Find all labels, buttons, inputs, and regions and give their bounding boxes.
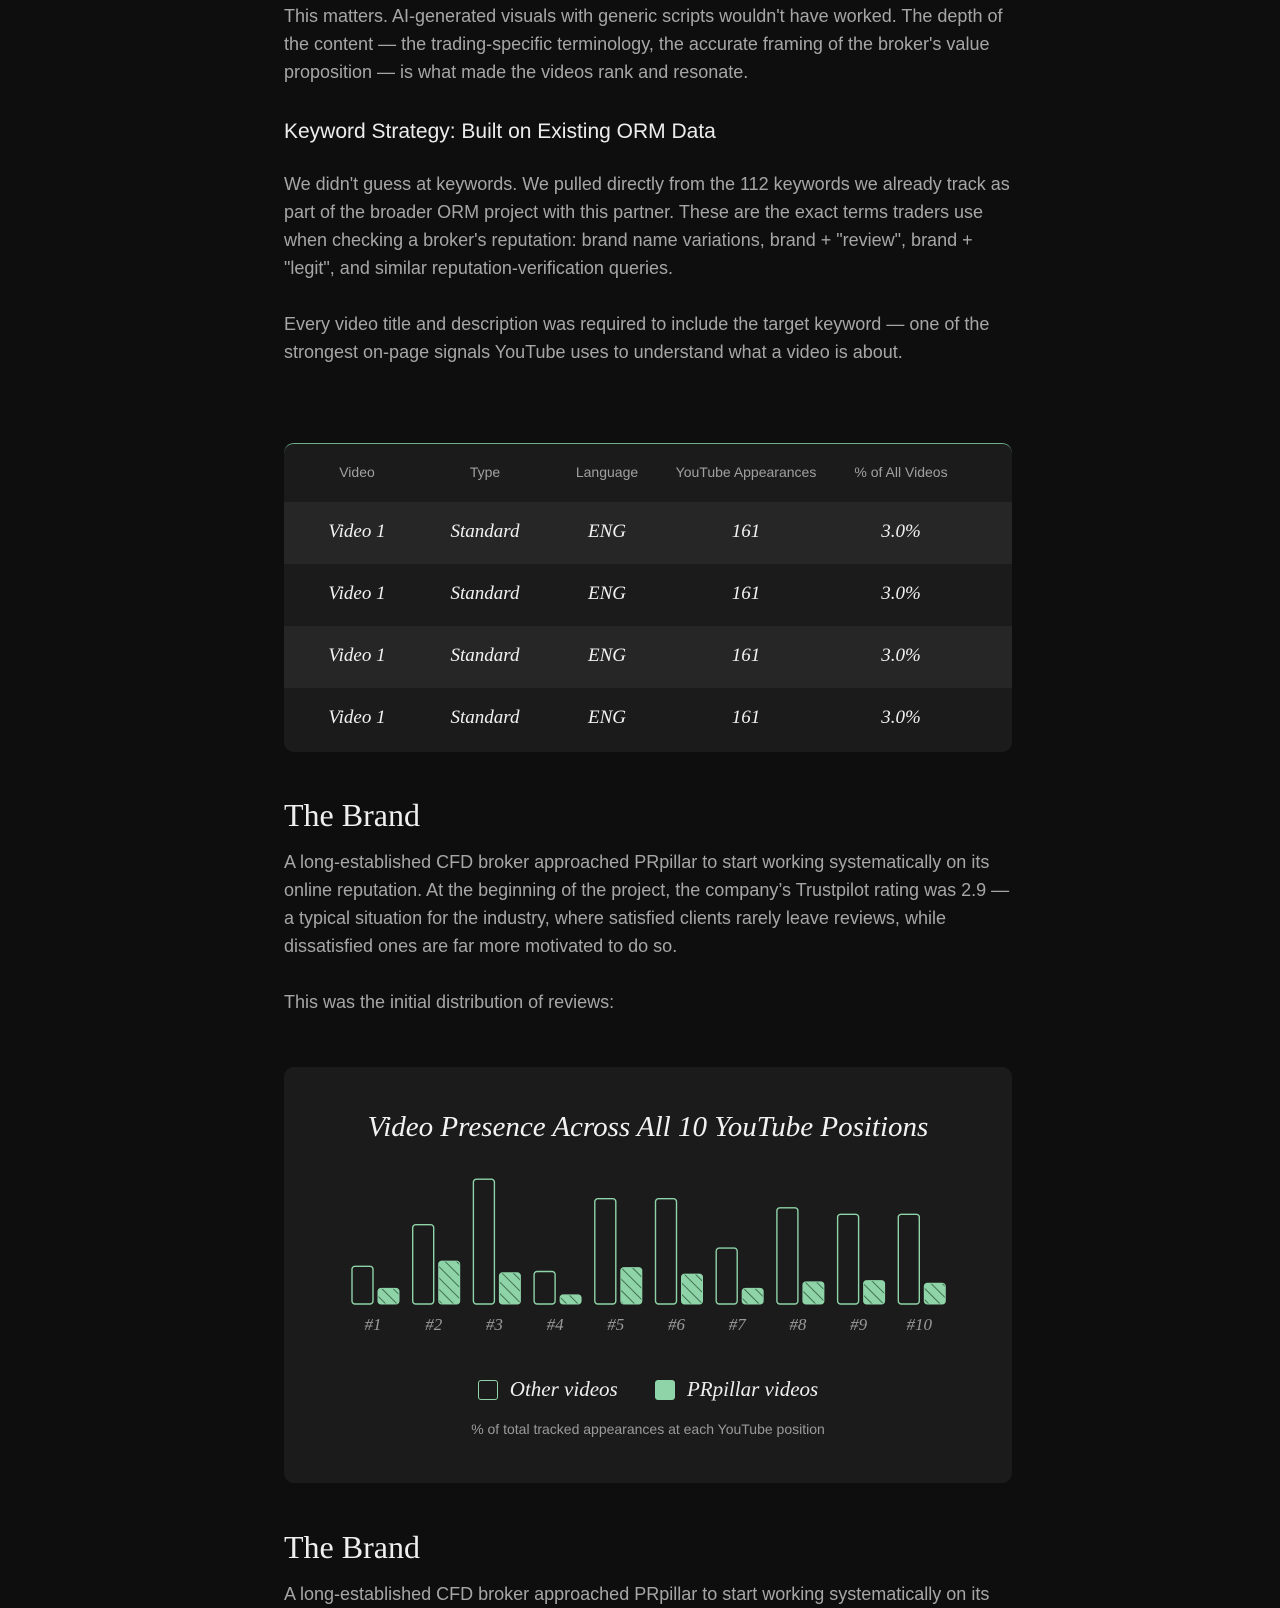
intro-paragraph: This matters. AI-generated visuals with generic scripts wouldn't have worked. The depth of the content — the trading-specific terminology, the accurate framing of the broker's value proposition — is what made the videos rank and resonate. xyxy=(284,6,1003,82)
brand-paragraph-1-wrap xyxy=(284,848,1012,960)
bar-other-2 xyxy=(413,1225,434,1304)
brand-section-2 xyxy=(284,1529,1012,1566)
keyword-section xyxy=(284,120,1012,144)
legend-item-prpillar xyxy=(655,1377,818,1402)
x-tick-label: #3 xyxy=(485,1315,503,1334)
cell-video: Video 1 xyxy=(328,521,386,542)
bar-prpillar-6 xyxy=(682,1274,703,1304)
legend-label-other: Other videos xyxy=(509,1377,618,1401)
cell-percent: 3.0% xyxy=(881,645,921,666)
table-row xyxy=(284,626,1012,688)
cell-appearances: 161 xyxy=(731,583,761,604)
brand-paragraph-3-wrap xyxy=(284,1580,1012,1608)
x-tick-label: #7 xyxy=(728,1315,746,1334)
bar-other-6 xyxy=(656,1199,677,1304)
bar-other-3 xyxy=(473,1179,494,1304)
legend-label-prpillar: PRpillar videos xyxy=(686,1377,819,1401)
legend-item-other xyxy=(478,1377,618,1402)
keyword-paragraph-1-wrap xyxy=(284,170,1012,282)
x-tick-label: #5 xyxy=(607,1315,625,1334)
cell-language: ENG xyxy=(588,707,626,728)
chart-caption: % of total tracked appearances at each YouTube position xyxy=(471,1421,825,1437)
bar-prpillar-7 xyxy=(742,1288,763,1304)
header-language: Language xyxy=(575,464,639,480)
legend-swatch-other xyxy=(478,1380,498,1400)
brand-paragraph-1: A long-established CFD broker approached PRpillar to start working systematically on its online reputation. At the beginning of the project, the company’s Trustpilot rating was 2.9 — a typical situation for the industry, where satisfied clients rarely leave reviews, while dissatisfied ones are far more motivated to do so. xyxy=(284,852,1010,956)
x-tick-label: #8 xyxy=(789,1315,807,1334)
bar-other-1 xyxy=(352,1266,373,1304)
cell-language: ENG xyxy=(588,583,626,604)
cell-type: Standard xyxy=(450,583,520,604)
x-tick-label: #1 xyxy=(364,1315,382,1334)
cell-language: ENG xyxy=(588,521,626,542)
chart-card xyxy=(284,1067,1012,1483)
table-row xyxy=(284,564,1012,626)
keyword-paragraph-2: Every video title and description was required to include the target keyword — one of the strongest on-page signals YouTube uses to understand what a video is about. xyxy=(284,314,990,362)
table-row xyxy=(284,688,1012,750)
header-type: Type xyxy=(469,464,501,480)
chart-legend xyxy=(284,1377,1012,1406)
cell-video: Video 1 xyxy=(328,707,386,728)
cell-percent: 3.0% xyxy=(881,521,921,542)
cell-type: Standard xyxy=(450,521,520,542)
bar-other-5 xyxy=(595,1199,616,1304)
x-tick-label: #4 xyxy=(546,1315,564,1334)
brand-paragraph-2-wrap xyxy=(284,988,1012,1016)
bar-prpillar-10 xyxy=(924,1283,945,1304)
table-header xyxy=(284,444,1012,502)
chart-title: Video Presence Across All 10 YouTube Positions xyxy=(367,1111,929,1143)
bar-prpillar-4 xyxy=(560,1295,581,1304)
bar-other-4 xyxy=(534,1272,555,1305)
cell-video: Video 1 xyxy=(328,583,386,604)
brand-paragraph-3: A long-established CFD broker approached PRpillar to start working systematically on its xyxy=(284,1584,990,1604)
legend-swatch-prpillar xyxy=(655,1380,675,1400)
brand-paragraph-2: This was the initial distribution of reviews: xyxy=(284,992,615,1012)
x-tick-label: #9 xyxy=(850,1315,868,1334)
cell-appearances: 161 xyxy=(731,707,761,728)
bar-other-7 xyxy=(716,1248,737,1304)
bar-other-9 xyxy=(838,1214,859,1304)
bar-prpillar-1 xyxy=(378,1288,399,1304)
bar-other-8 xyxy=(777,1208,798,1304)
keyword-paragraph-1: We didn't guess at keywords. We pulled directly from the 112 keywords we already track as part of the broader ORM project with this partner. These are the exact terms traders use when checking a broker's reputation: brand name variations, brand + "review", brand + "legit", and similar reputation-verification queries. xyxy=(284,174,1010,278)
bar-prpillar-3 xyxy=(499,1273,520,1304)
brand-heading-2: The Brand xyxy=(284,1529,420,1565)
cell-video: Video 1 xyxy=(328,645,386,666)
header-percent: % of All Videos xyxy=(854,464,948,480)
cell-percent: 3.0% xyxy=(881,583,921,604)
x-tick-label: #6 xyxy=(668,1315,685,1334)
cell-type: Standard xyxy=(450,645,520,666)
bar-prpillar-2 xyxy=(439,1261,460,1304)
table-row xyxy=(284,502,1012,564)
x-tick-label: #2 xyxy=(425,1315,443,1334)
video-table xyxy=(284,443,1012,752)
header-appearances: YouTube Appearances xyxy=(675,464,817,480)
bar-prpillar-8 xyxy=(803,1282,824,1304)
cell-percent: 3.0% xyxy=(881,707,921,728)
brand-section xyxy=(284,797,1012,834)
x-tick-label: #10 xyxy=(906,1315,933,1334)
bar-other-10 xyxy=(898,1214,919,1304)
keyword-heading: Keyword Strategy: Built on Existing ORM Data xyxy=(284,120,716,143)
brand-heading: The Brand xyxy=(284,797,420,833)
bar-prpillar-5 xyxy=(621,1268,642,1304)
bar-chart xyxy=(284,1067,1012,1367)
header-video: Video xyxy=(339,464,375,480)
cell-type: Standard xyxy=(450,707,520,728)
cell-appearances: 161 xyxy=(731,521,761,542)
bar-prpillar-9 xyxy=(864,1281,885,1304)
cell-appearances: 161 xyxy=(731,645,761,666)
intro-section xyxy=(284,2,1012,86)
keyword-paragraph-2-wrap xyxy=(284,310,1012,366)
cell-language: ENG xyxy=(588,645,626,666)
